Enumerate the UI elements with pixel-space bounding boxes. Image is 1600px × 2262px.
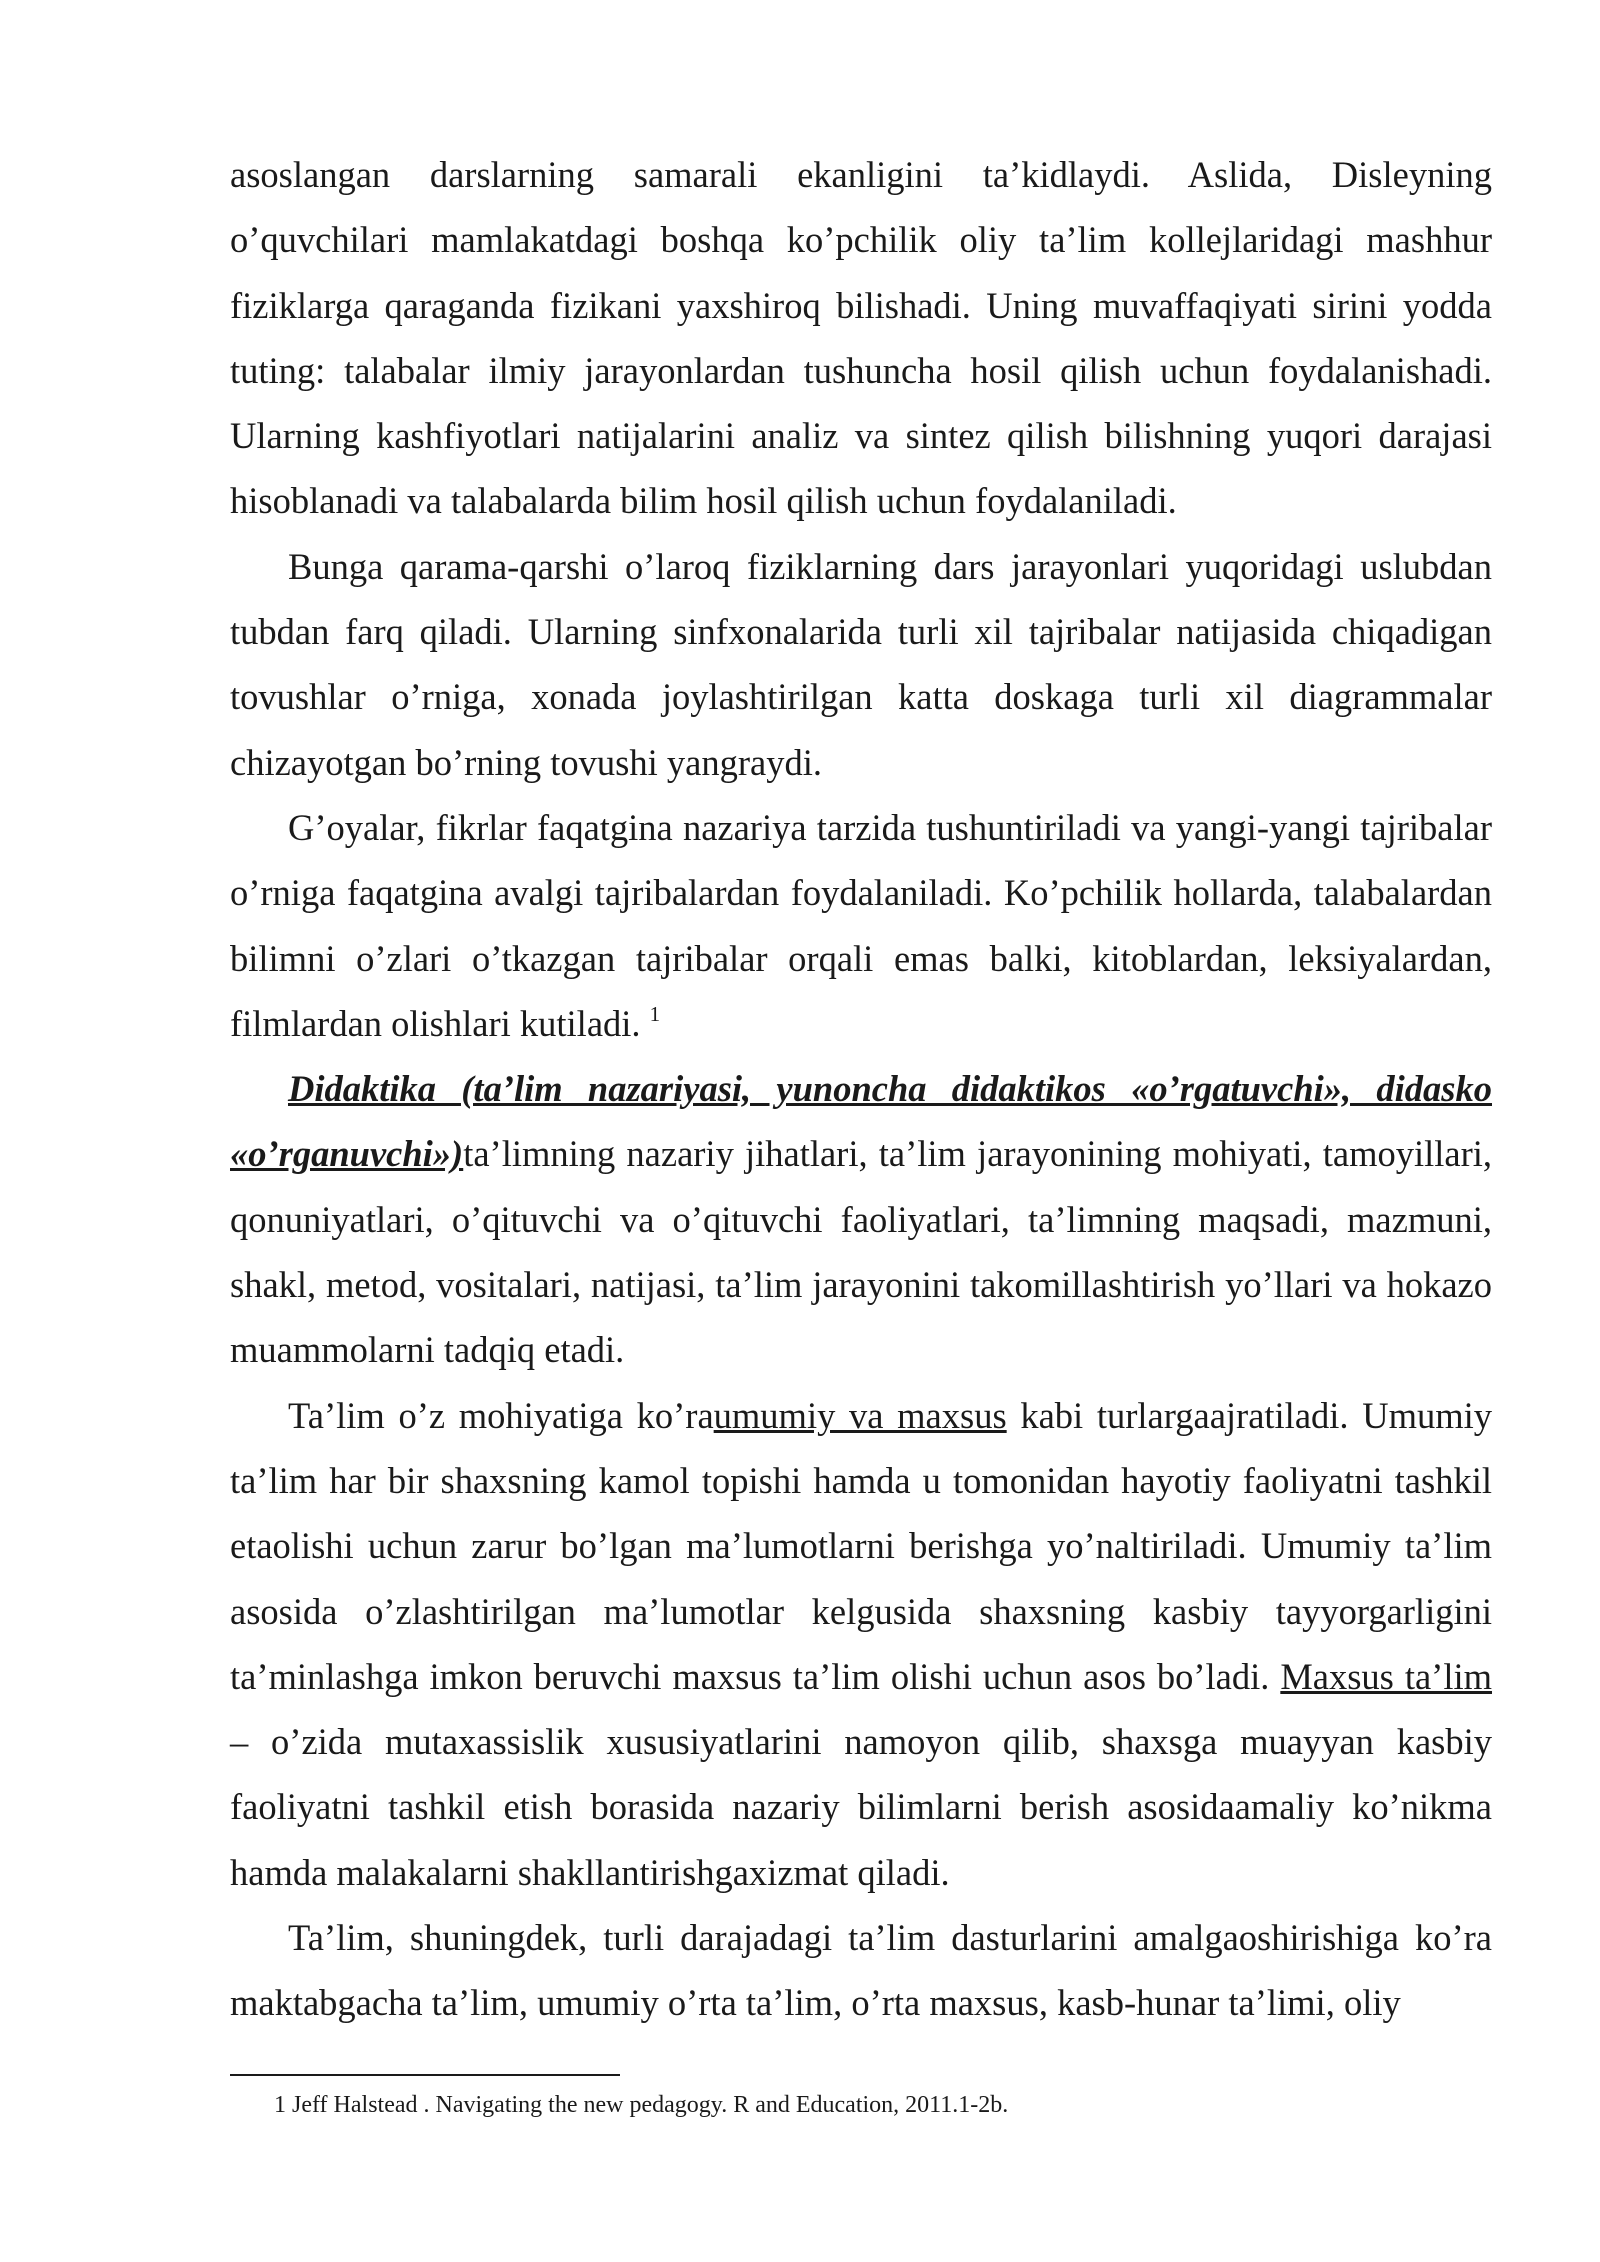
- paragraph-text: Ta’lim, shuningdek, turli darajadagi ta’lim dasturlarini amalgaoshirishiga ko’ra maktabgacha ta’lim, umumiy o’rta ta’lim, o’rta maxsus, kasb-hunar ta’limi, oliy: [230, 1917, 1492, 2024]
- footnote-text: Jeff Halstead . Navigating the new pedagogy. R and Education, 2011.1-2b.: [286, 2092, 1009, 2118]
- footnote: [274, 2088, 1008, 2122]
- underlined-phrase: Maxsus ta’lim: [1280, 1655, 1492, 1697]
- paragraph-text: – o’zida mutaxassislik xususiyatlarini namoyon qilib, shaxsga muayyan kasbiy faoliyatni tashkil etish borasida nazariy bilimlarni berish asosidaamaliy ko’nikma hamda malakalarni shakllantirishgaxizmat qiladi.: [230, 1721, 1492, 1893]
- paragraph-3: [230, 795, 1492, 1056]
- paragraph-text: kabi turlargaajratiladi. Umumiy ta’lim har bir shaxsning kamol topishi hamda u tomonidan hayotiy faoliyatni tashkil etaolishi uchun zarur bo’lgan ma’lumotlarni berishga yo’naltiriladi. Umumiy ta’lim asosida o’zlashtirilgan ma’lumotlar kelgusida shaxsning kasbiy tayyorgarligini ta’minlashga imkon beruvchi maxsus ta’lim olishi uchun asos bo’ladi.: [230, 1394, 1492, 1697]
- paragraph-text: Bunga qarama-qarshi o’laroq fiziklarning dars jarayonlari yuqoridagi uslubdan tubdan farq qiladi. Ularning sinfxonalarida turli xil tajribalar natijasida chiqadigan tovushlar o’rniga, xonada joylashtirilgan katta doskaga turli xil diagrammalar chizayotgan bo’rning tovushi yangraydi.: [230, 545, 1492, 783]
- footnote-number: 1: [274, 2092, 286, 2118]
- body-text: [230, 142, 1492, 2036]
- paragraph-1: [230, 142, 1492, 534]
- paragraph-2: [230, 534, 1492, 795]
- underlined-phrase: umumiy va maxsus: [713, 1394, 1007, 1436]
- term-definition-heading: Didaktika (ta’lim nazariyasi, yunoncha didaktikos «o’rgatuvchi», didasko «o’rganuvchi»): [230, 1068, 1492, 1175]
- paragraph-text: ta’limning nazariy jihatlari, ta’lim jarayonining mohiyati, tamoyillari, qonuniyatlari, o’qituvchi va o’qituvchi faoliyatlari, ta’limning maqsadi, mazmuni, shakl, metod, vositalari, natijasi, ta’lim jarayonini takomillashtirish yo’llari va hokazo muammolarni tadqiq etadi.: [230, 1133, 1492, 1371]
- paragraph-didaktika: [230, 1056, 1492, 1382]
- paragraph-text: Ta’lim o’z mohiyatiga ko’ra: [288, 1394, 714, 1436]
- paragraph-text: asoslangan darslarning samarali ekanligini ta’kidlaydi. Aslida, Disleyning o’quvchilari mamlakatdagi boshqa ko’pchilik oliy ta’lim kollejlaridagi mashhur fiziklarga qaraganda fizikani yaxshiroq bilishadi. Uning muvaffaqiyati sirini yodda tuting: talabalar ilmiy jarayonlardan tushuncha hosil qilish uchun foydalanishadi. Ularning kashfiyotlari natijalarini analiz va sintez qilish bilishning yuqori darajasi hisoblanadi va talabalarda bilim hosil qilish uchun foydalaniladi.: [230, 154, 1492, 522]
- paragraph-text: G’oyalar, fikrlar faqatgina nazariya tarzida tushuntiriladi va yangi-yangi tajribalar o’rniga faqatgina avalgi tajribalardan foydalaniladi. Ko’pchilik hollarda, talabalardan bilimni o’zlari o’tkazgan tajribalar orqali emas balki, kitoblardan, leksiyalardan, filmlardan olishlari kutiladi.: [230, 806, 1492, 1044]
- paragraph-6: [230, 1905, 1492, 2036]
- paragraph-talim-types: [230, 1383, 1492, 1905]
- footnote-reference: 1: [649, 1001, 661, 1026]
- footnote-separator: [230, 2074, 620, 2076]
